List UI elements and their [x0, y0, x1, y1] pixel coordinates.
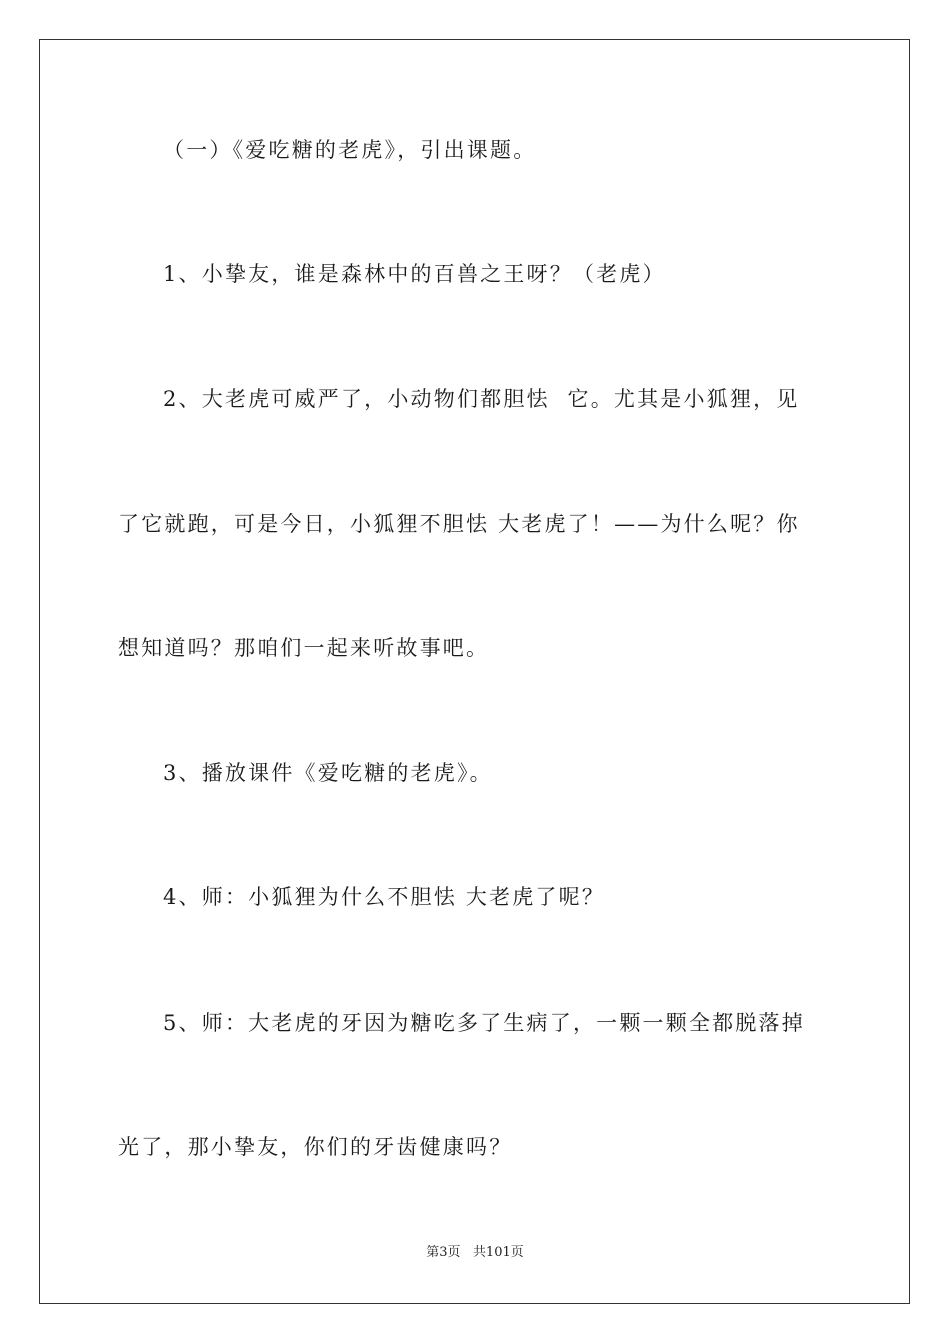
paragraph-line-4: 了它就跑，可是今日，小狐狸不胆怯 大老虎了！——为什么呢？你 [118, 512, 800, 536]
paragraph-line-6: 3、播放课件《爱吃糖的老虎》。 [163, 761, 493, 785]
paragraph-line-9: 光了，那小挚友，你们的牙齿健康吗？ [118, 1135, 513, 1159]
paragraph-line-8: 5、师：大老虎的牙因为糖吃多了生病了，一颗一颗全都脱落掉 [163, 1011, 805, 1035]
page-frame [39, 39, 910, 1304]
page-number-footer: 第3页 共101页 [426, 1245, 524, 1260]
paragraph-line-2: 1、小挚友，谁是森林中的百兽之王呀？（老虎） [163, 262, 666, 286]
paragraph-line-3: 2、大老虎可威严了，小动物们都胆怯 它。尤其是小狐狸，见 [163, 387, 800, 411]
paragraph-line-1: （一）《爱吃糖的老虎》，引出课题。 [163, 138, 537, 162]
paragraph-line-7: 4、师：小狐狸为什么不胆怯 大老虎了呢？ [163, 885, 606, 909]
paragraph-line-5: 想知道吗？那咱们一起来听故事吧。 [118, 636, 490, 660]
